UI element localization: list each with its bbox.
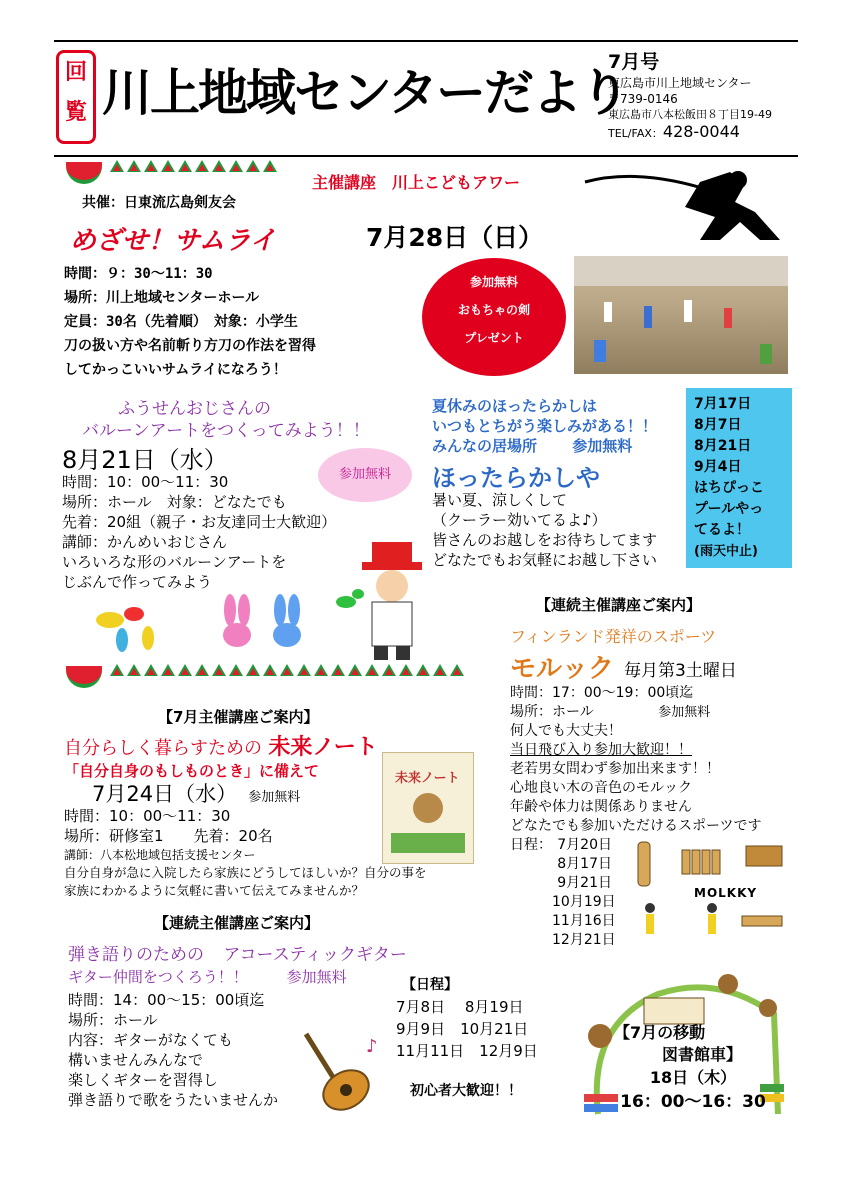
future-note-desc: 家族にわかるように気軽に書いて伝えてみませんか？ xyxy=(64,883,365,898)
guitar-title-b: アコースティックギター xyxy=(223,945,407,965)
badge-line: プレゼント xyxy=(464,331,524,345)
samurai-free-badge xyxy=(422,258,566,376)
molkky-place: 場所：ホール xyxy=(510,704,594,720)
guitar-schedule-line: 11月11日 12月9日 xyxy=(396,1042,538,1060)
guitar-icon xyxy=(296,1022,386,1112)
pool-line: (雨天中止) xyxy=(694,544,758,559)
samurai-line: 定員：30名（先着順） 対象：小学生 xyxy=(64,314,298,330)
guitar-free: 参加無料 xyxy=(286,968,347,986)
guitar-schedule-line: 9月9日 10月21日 xyxy=(396,1020,529,1038)
molkky-illustration xyxy=(622,836,792,948)
badge-line: おもちゃの剣 xyxy=(457,303,530,317)
hottarakashi-line3-row xyxy=(432,436,657,456)
balloon-line: いろいろな形のバルーンアートを xyxy=(62,553,287,571)
molkky-date: 12月21日 xyxy=(552,932,616,948)
molkky-heading: 【連続主催講座ご案内】 xyxy=(536,596,702,614)
molkky-line: どなたでも参加いただけるスポーツです xyxy=(510,818,762,834)
pool-line: 8月7日 xyxy=(694,417,742,433)
future-note-title-b: 未来ノート xyxy=(268,735,378,760)
guitar-schedule xyxy=(396,996,538,1062)
molkky-line: 年齢や体力は関係ありません xyxy=(510,799,692,815)
future-note-date-row xyxy=(92,778,300,808)
samurai-title: めざせ！サムライ xyxy=(70,226,276,256)
library-time: 16：00〜16：30 xyxy=(620,1092,766,1112)
pool-line: はちぴっこ xyxy=(694,480,764,496)
molkky-logo: MOLKKY xyxy=(694,886,758,900)
header-top-rule xyxy=(54,40,798,42)
tel-label: TEL/FAX： xyxy=(608,127,663,140)
samurai-series: 主催講座 川上こどもアワー xyxy=(312,173,521,192)
note-book-title: 未来ノート xyxy=(395,771,460,786)
molkky-dates-label: 日程： xyxy=(510,837,552,853)
library-title1: 【7月の移動 xyxy=(614,1023,706,1042)
molkky-free: 参加無料 xyxy=(658,705,711,720)
hottarakashi-title: ほったらかしや xyxy=(432,464,600,492)
address: 東広島市八本松飯田８丁目19-49 xyxy=(608,108,772,121)
molkky-title: モルック xyxy=(510,654,615,684)
tanuki-icon xyxy=(413,793,443,823)
balloon-line: 場所：ホール 対象：どなたでも xyxy=(62,493,287,511)
molkky-line: 何人でも大丈夫！ xyxy=(510,723,622,739)
future-note-book xyxy=(382,752,474,864)
watermelon-icon xyxy=(66,162,102,184)
guitar-subtitle-row xyxy=(68,966,347,987)
tel-fax xyxy=(608,122,740,141)
kairan-stamp xyxy=(56,50,96,144)
balloon-title1: ふうせんおじさんの xyxy=(118,399,271,419)
molkky-when: 毎月第3土曜日 xyxy=(624,661,737,681)
guitar-welcome: 初心者大歓迎！！ xyxy=(410,1083,522,1099)
future-note-details xyxy=(64,806,427,900)
guitar-line: 時間：14：00〜15：00頃迄 xyxy=(68,991,265,1009)
balloon-man-illustration xyxy=(334,542,444,662)
future-note-free: 参加無料 xyxy=(248,790,301,805)
kendo-photo xyxy=(574,256,788,374)
library-text xyxy=(606,1022,780,1114)
hottarakashi-line3: みんなの居場所 xyxy=(432,437,538,455)
hottarakashi-details xyxy=(432,490,657,570)
watermelon-seeds xyxy=(110,160,277,172)
hottarakashi-free: 参加無料 xyxy=(572,437,633,455)
hottarakashi-detail: （クーラー効いてるよ♪） xyxy=(432,511,607,529)
samurai-line: 場所：川上地域センターホール xyxy=(64,290,260,306)
badge-line: 参加無料 xyxy=(469,275,518,289)
tel-number: 428-0044 xyxy=(662,122,740,141)
future-note-title-a: 自分らしく暮らすための xyxy=(64,738,262,759)
future-note-desc: 自分自身が急に入院したら家族にどうしてほしいか？自分の事を xyxy=(64,865,427,880)
guitar-line: 楽しくギターを習得し xyxy=(68,1071,218,1089)
stamp-char: 覧 xyxy=(64,100,87,125)
molkky-date: 9月21日 xyxy=(557,875,612,891)
balloon-line: じぶんで作ってみよう xyxy=(62,573,213,591)
guitar-line: 場所：ホール xyxy=(68,1011,158,1029)
balloon-line: 先着：20組（親子・お友達同士大歓迎） xyxy=(62,513,337,531)
pool-dates-box xyxy=(686,388,792,568)
guitar-schedule-line: 7月8日 8月19日 xyxy=(396,998,524,1016)
guitar-title xyxy=(68,940,407,965)
samurai-line: 時間：９：30〜11：30 xyxy=(64,266,213,282)
postal-code: 〒739-0146 xyxy=(608,92,678,106)
molkky-date: 11月16日 xyxy=(552,913,616,929)
future-note-lecturer: 講師：八本松地域包括支援センター xyxy=(64,848,256,862)
guitar-details xyxy=(68,990,278,1110)
library-title2: 図書館車】 xyxy=(662,1045,743,1064)
molkky-details xyxy=(510,684,761,836)
molkky-line: 老若男女問わず参加出来ます！！ xyxy=(510,761,720,777)
stamp-char: 回 xyxy=(64,60,87,85)
hottarakashi-intro xyxy=(432,396,657,456)
samurai-date: 7月28日（日） xyxy=(366,223,544,252)
guitar-line: 弾き語りで歌をうたいませんか xyxy=(68,1091,279,1109)
balloon-line: 時間：10：00〜11：30 xyxy=(62,473,229,491)
header-bottom-rule xyxy=(54,155,798,157)
library-date: 18日（木） xyxy=(649,1068,737,1087)
samurai-details xyxy=(64,262,316,382)
samurai-sponsor: 共催：日東流広島剣友会 xyxy=(82,195,236,211)
molkky-time: 時間：17：00〜19：00頃迄 xyxy=(510,685,694,701)
future-note-subtitle: 「自分自身のもしものとき」に備えて xyxy=(64,762,320,780)
molkky-date: 10月19日 xyxy=(552,894,616,910)
guitar-line: 内容：ギターがなくても xyxy=(68,1031,233,1049)
balloon-line: 講師：かんめいおじさん xyxy=(62,533,228,551)
july-heading: 【7月主催講座ご案内】 xyxy=(158,708,319,726)
balloon-free-text: 参加無料 xyxy=(338,467,391,482)
molkky-line: 当日飛び入り参加大歓迎！！ xyxy=(510,742,692,758)
hottarakashi-line2: いつもとちがう楽しみがある！！ xyxy=(432,417,658,435)
balloon-title2: バルーンアートをつくってみよう！！ xyxy=(82,421,370,441)
guitar-title-a: 弾き語りのための xyxy=(68,945,204,965)
pool-line: 7月17日 xyxy=(694,396,752,412)
issue-month: 7月号 xyxy=(608,51,660,73)
watermelon-seeds xyxy=(110,664,464,676)
guitar-subtitle: ギター仲間をつくろう！！ xyxy=(68,968,248,986)
future-note-title xyxy=(64,730,378,761)
pool-line: プールやっ xyxy=(694,501,764,517)
samurai-line: してかっこいいサムライになろう！ xyxy=(64,362,287,378)
guitar-heading: 【連続主催講座ご案内】 xyxy=(154,914,320,932)
svg-text:♪: ♪ xyxy=(366,1036,378,1057)
molkky-subtitle: フィンランド発祥のスポーツ xyxy=(510,627,717,646)
molkky-date: 8月17日 xyxy=(557,856,612,872)
balloon-details xyxy=(62,472,336,592)
future-note-line: 場所：研修室1 先着：20名 xyxy=(64,827,273,845)
molkky-line: 心地良い木の音色のモルック xyxy=(510,780,692,796)
molkky-dates xyxy=(552,836,616,950)
pool-line: 8月21日 xyxy=(694,438,752,454)
samurai-silhouette xyxy=(580,162,790,252)
org-name: 東広島市川上地域センター xyxy=(608,76,752,90)
watermelon-icon xyxy=(66,666,102,688)
pool-line: てるよ！ xyxy=(694,522,750,538)
samurai-line: 刀の扱い方や名前斬り方刀の作法を習得 xyxy=(64,338,316,354)
pool-line: 9月4日 xyxy=(694,459,742,475)
hottarakashi-detail: 皆さんのお越しをお待ちしてます xyxy=(432,531,658,549)
newsletter-title: 川上地域センターだより xyxy=(102,64,628,122)
hottarakashi-line1: 夏休みのほったらかしは xyxy=(432,397,598,415)
guitar-schedule-title: 【日程】 xyxy=(402,977,458,993)
hottarakashi-detail: 暑い夏、涼しくして xyxy=(432,491,568,509)
molkky-date: 7月20日 xyxy=(557,837,612,853)
future-note-line: 時間：10：00〜11：30 xyxy=(64,807,231,825)
balloon-date: 8月21日（水） xyxy=(62,446,228,474)
balloon-animals-illustration xyxy=(90,590,340,660)
guitar-line: 構いませんみんなで xyxy=(68,1051,204,1069)
hottarakashi-detail: どなたでもお気軽にお越し下さい xyxy=(432,551,658,569)
molkky-place-row xyxy=(510,703,761,722)
future-note-date: 7月24日（水） xyxy=(92,782,238,806)
